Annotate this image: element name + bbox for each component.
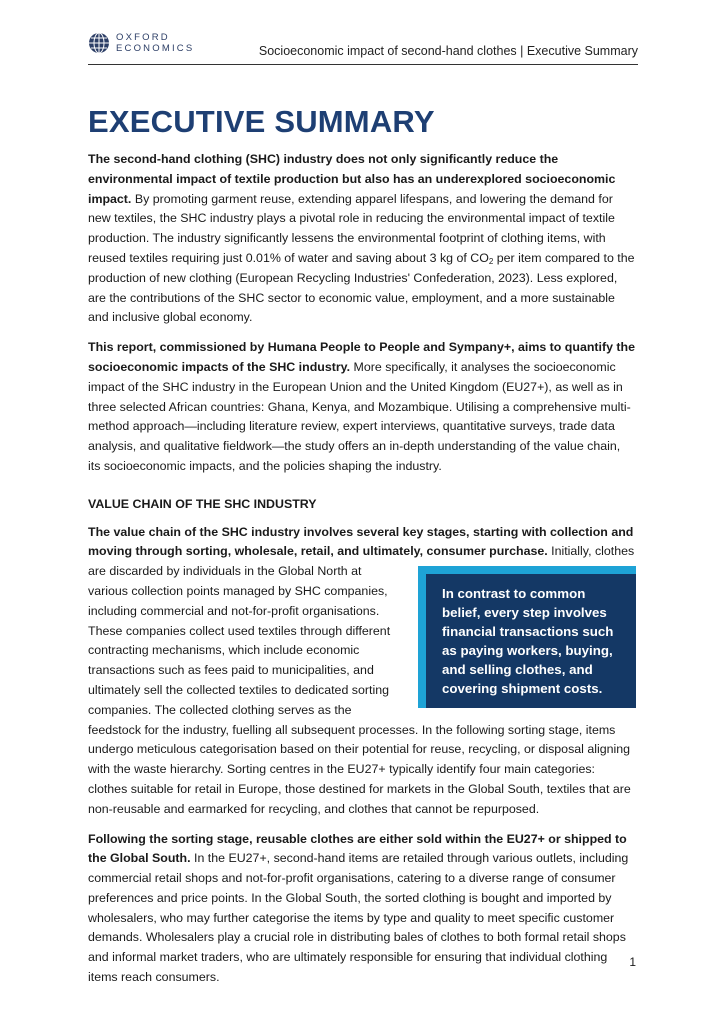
document-body [88,150,636,998]
paragraph-sorting-lead: Following the sorting stage, reusable clothes are either sold within the EU27+ or shipped to the Global South. [88,831,627,866]
oxford-economics-logo [88,32,194,54]
page-number: 1 [629,955,636,969]
callout-accent-bar [418,566,636,574]
header-divider [88,64,638,65]
paragraph-report [88,338,636,477]
globe-icon [88,32,110,54]
paragraph-value-chain [88,523,636,820]
paragraph-report-body: More specifically, it analyses the socioeconomic impact of the SHC industry in the European Union and the United Kingdom (EU27+), as well as in three selected African countries: Ghana, Kenya, and Mozambique. Utilising a comprehensive multi-method approach—including literature review, expert interviews, quantitative surveys, trade data analysis, and qualitative fieldwork—the study offers an in-depth understanding of the value chain, its socioeconomic impacts, and the policies shaping the industry. [88,359,631,473]
paragraph-value-chain-lead: The value chain of the SHC industry involves several key stages, starting with collection and moving through sorting, wholesale, retail, and ultimately, consumer purchase. [88,524,634,559]
section-heading-value-chain: VALUE CHAIN OF THE SHC INDUSTRY [88,496,317,511]
paragraph-sorting [88,830,636,988]
paragraph-intro-lead: The second-hand clothing (SHC) industry does not only significantly reduce the environmental impact of textile production but also has an underexplored socioeconomic impact. [88,152,616,206]
page-title: EXECUTIVE SUMMARY [88,104,435,139]
callout-text: In contrast to common belief, every step involves financial transactions such as paying workers, buying, and selling clothes, and covering shipment costs. [418,574,636,708]
paragraph-intro [88,150,636,328]
callout-side-bar [418,574,426,708]
running-header-title: Socioeconomic impact of second-hand clothes | Executive Summary [258,44,638,58]
paragraph-report-lead: This report, commissioned by Humana People to People and Sympany+, aims to quantify the socioeconomic impacts of the SHC industry. [88,340,636,374]
paragraph-intro-body-1: By promoting garment reuse, extending apparel lifespans, and lowering the demand for new textiles, the SHC industry plays a pivotal role in reducing the environmental impact of textile production. The industry significantly lessens the environmental footprint of clothing items, with reused textiles requiring just 0.01% of water and saving about 3 kg of CO [88,191,615,265]
paragraph-sorting-body: In the EU27+, second-hand items are retailed through various outlets, including commercial retail shops and not-for-profit organisations, catering to a diverse range of consumer preferences and price points. In the Global South, the sorted clothing is bought and imported by wholesalers, who may further categorise the items by type and quality to meet specific customer demands. Wholesalers play a crucial role in distributing bales of clothes to both formal retail shops and informal market traders, who are ultimately responsible for ensuring that individual clothing items reach consumers. [88,851,629,985]
paragraph-intro-body-2: per item compared to the production of new clothing (European Recycling Industries' Confederation, 2023). Less explored, are the contributions of the SHC sector to economic value, employment, and a more sustainable and inclusive global economy. [88,250,635,325]
co2-subscript: 2 [488,256,494,266]
paragraph-value-chain-body: Initially, clothes are discarded by individuals in the Global North at various collection points managed by SHC companies, including commercial and not-for-profit organisations. These companies collect used textiles through different contracting mechanisms, which include economic transactions such as fees paid to municipalities, and ultimately sell the collected textiles to dedicated sorting companies. The collected clothing serves as the feedstock for the industry, fuelling all subsequent processes. In the following sorting stage, items undergo meticulous categorisation based on their potential for reuse, recycling, or disposal aligning with the waste hierarchy. Sorting centres in the EU27+ typically identify four main categories: clothes suitable for retail in Europe, those destined for markets in the Global South, textiles that are non-reusable and earmarked for recycling, and clothes that cannot be repurposed. [88,544,635,816]
callout-box [418,566,636,708]
logo-line-1: OXFORD [116,32,170,43]
logo-line-2: ECONOMICS [116,43,195,54]
logo-text [116,32,194,54]
